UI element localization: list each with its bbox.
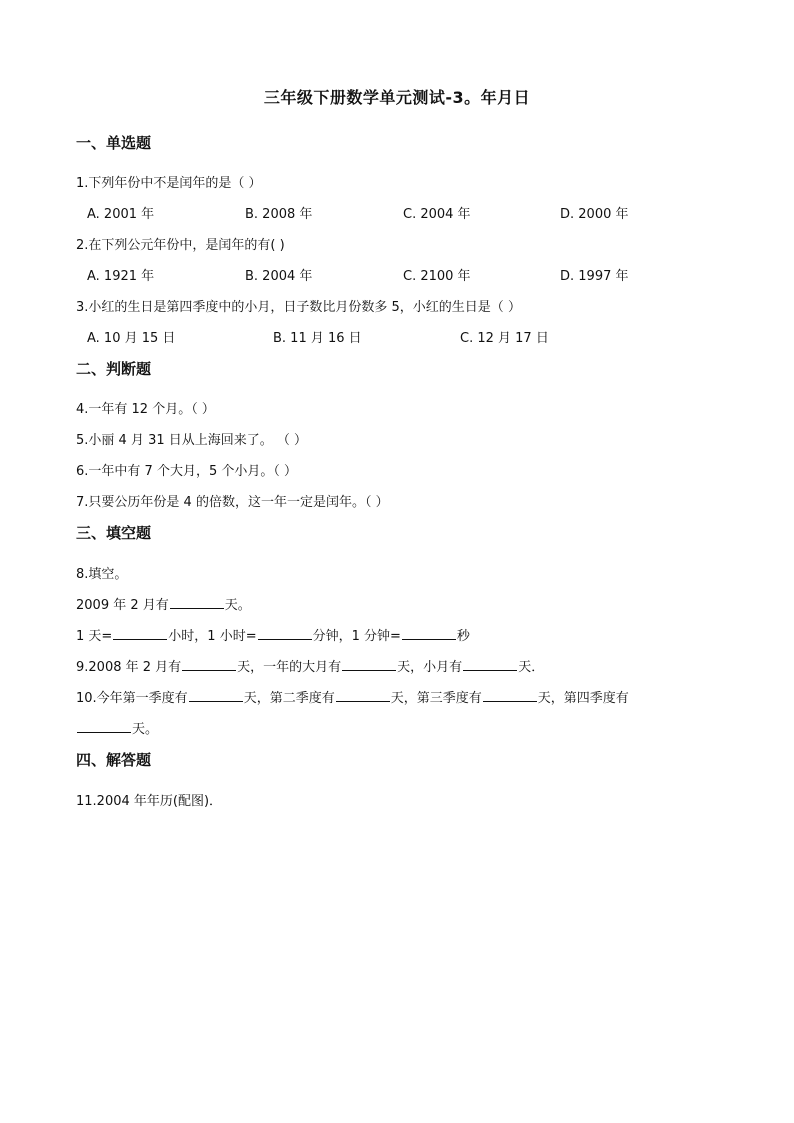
question-3: 3.小红的生日是第四季度中的小月，日子数比月份数多 5，小红的生日是（ ） <box>76 300 521 315</box>
q2-option-d: D. 1997 年 <box>560 269 629 284</box>
question-10 <box>76 687 629 706</box>
q9-part-a: 9.2008 年 2 月有 <box>76 660 182 675</box>
section-heading-fill-blank: 三、填空题 <box>76 524 152 542</box>
question-2: 2.在下列公元年份中，是闰年的有( ) <box>76 238 285 253</box>
q10-part-d: 天，第四季度有 <box>537 691 629 706</box>
q3-option-a: A. 10 月 15 日 <box>87 331 176 346</box>
q9-part-c: 天，小月有 <box>397 660 463 675</box>
answer-blank[interactable] <box>182 658 236 671</box>
question-4: 4.一年有 12 个月。（ ） <box>76 402 215 417</box>
question-5: 5.小丽 4 月 31 日从上海回来了。 （ ） <box>76 433 308 448</box>
question-10-continued <box>76 718 158 737</box>
question-6: 6.一年中有 7 个大月，5 个小月。（ ） <box>76 464 297 479</box>
question-8-line-2 <box>76 625 470 644</box>
q9-part-d: 天． <box>518 660 545 675</box>
q3-option-b: B. 11 月 16 日 <box>273 331 362 346</box>
q1-option-a: A. 2001 年 <box>87 207 155 222</box>
q10-part-b: 天，第二季度有 <box>243 691 335 706</box>
q1-option-b: B. 2008 年 <box>245 207 313 222</box>
question-8: 8.填空。 <box>76 567 128 582</box>
answer-blank[interactable] <box>402 627 456 640</box>
question-1: 1.下列年份中不是闰年的是（ ） <box>76 176 262 191</box>
section-heading-solve: 四、解答题 <box>76 751 152 769</box>
q10-part-e: 天。 <box>132 722 159 737</box>
section-heading-true-false: 二、判断题 <box>76 360 152 378</box>
answer-blank[interactable] <box>189 689 243 702</box>
q9-part-b: 天，一年的大月有 <box>237 660 342 675</box>
q10-part-c: 天，第三季度有 <box>390 691 482 706</box>
q8-line2-part-a: 1 天= <box>76 629 113 644</box>
question-8-line-1 <box>76 594 251 613</box>
q8-line2-part-b: 小时，1 小时= <box>168 629 257 644</box>
q10-part-a: 10.今年第一季度有 <box>76 691 188 706</box>
answer-blank[interactable] <box>463 658 517 671</box>
answer-blank[interactable] <box>342 658 396 671</box>
question-11: 11.2004 年年历(配图)． <box>76 794 223 809</box>
answer-blank[interactable] <box>170 596 224 609</box>
question-7: 7.只要公历年份是 4 的倍数，这一年一定是闰年。（ ） <box>76 495 389 510</box>
q8-line1-prefix: 2009 年 2 月有 <box>76 598 169 613</box>
question-9 <box>76 656 544 675</box>
answer-blank[interactable] <box>336 689 390 702</box>
q1-option-c: C. 2004 年 <box>403 207 471 222</box>
q8-line2-part-c: 分钟，1 分钟= <box>312 629 401 644</box>
answer-blank[interactable] <box>483 689 537 702</box>
q8-line2-part-d: 秒 <box>456 629 470 644</box>
q8-line1-suffix: 天。 <box>224 598 251 613</box>
q1-option-d: D. 2000 年 <box>560 207 629 222</box>
q2-option-c: C. 2100 年 <box>403 269 471 284</box>
answer-blank[interactable] <box>77 720 131 733</box>
q3-option-c: C. 12 月 17 日 <box>460 331 549 346</box>
section-heading-single-choice: 一、单选题 <box>76 134 152 152</box>
answer-blank[interactable] <box>113 627 167 640</box>
q2-option-b: B. 2004 年 <box>245 269 313 284</box>
answer-blank[interactable] <box>258 627 312 640</box>
q2-option-a: A. 1921 年 <box>87 269 155 284</box>
page-title: 三年级下册数学单元测试-3。年月日 <box>263 88 531 107</box>
